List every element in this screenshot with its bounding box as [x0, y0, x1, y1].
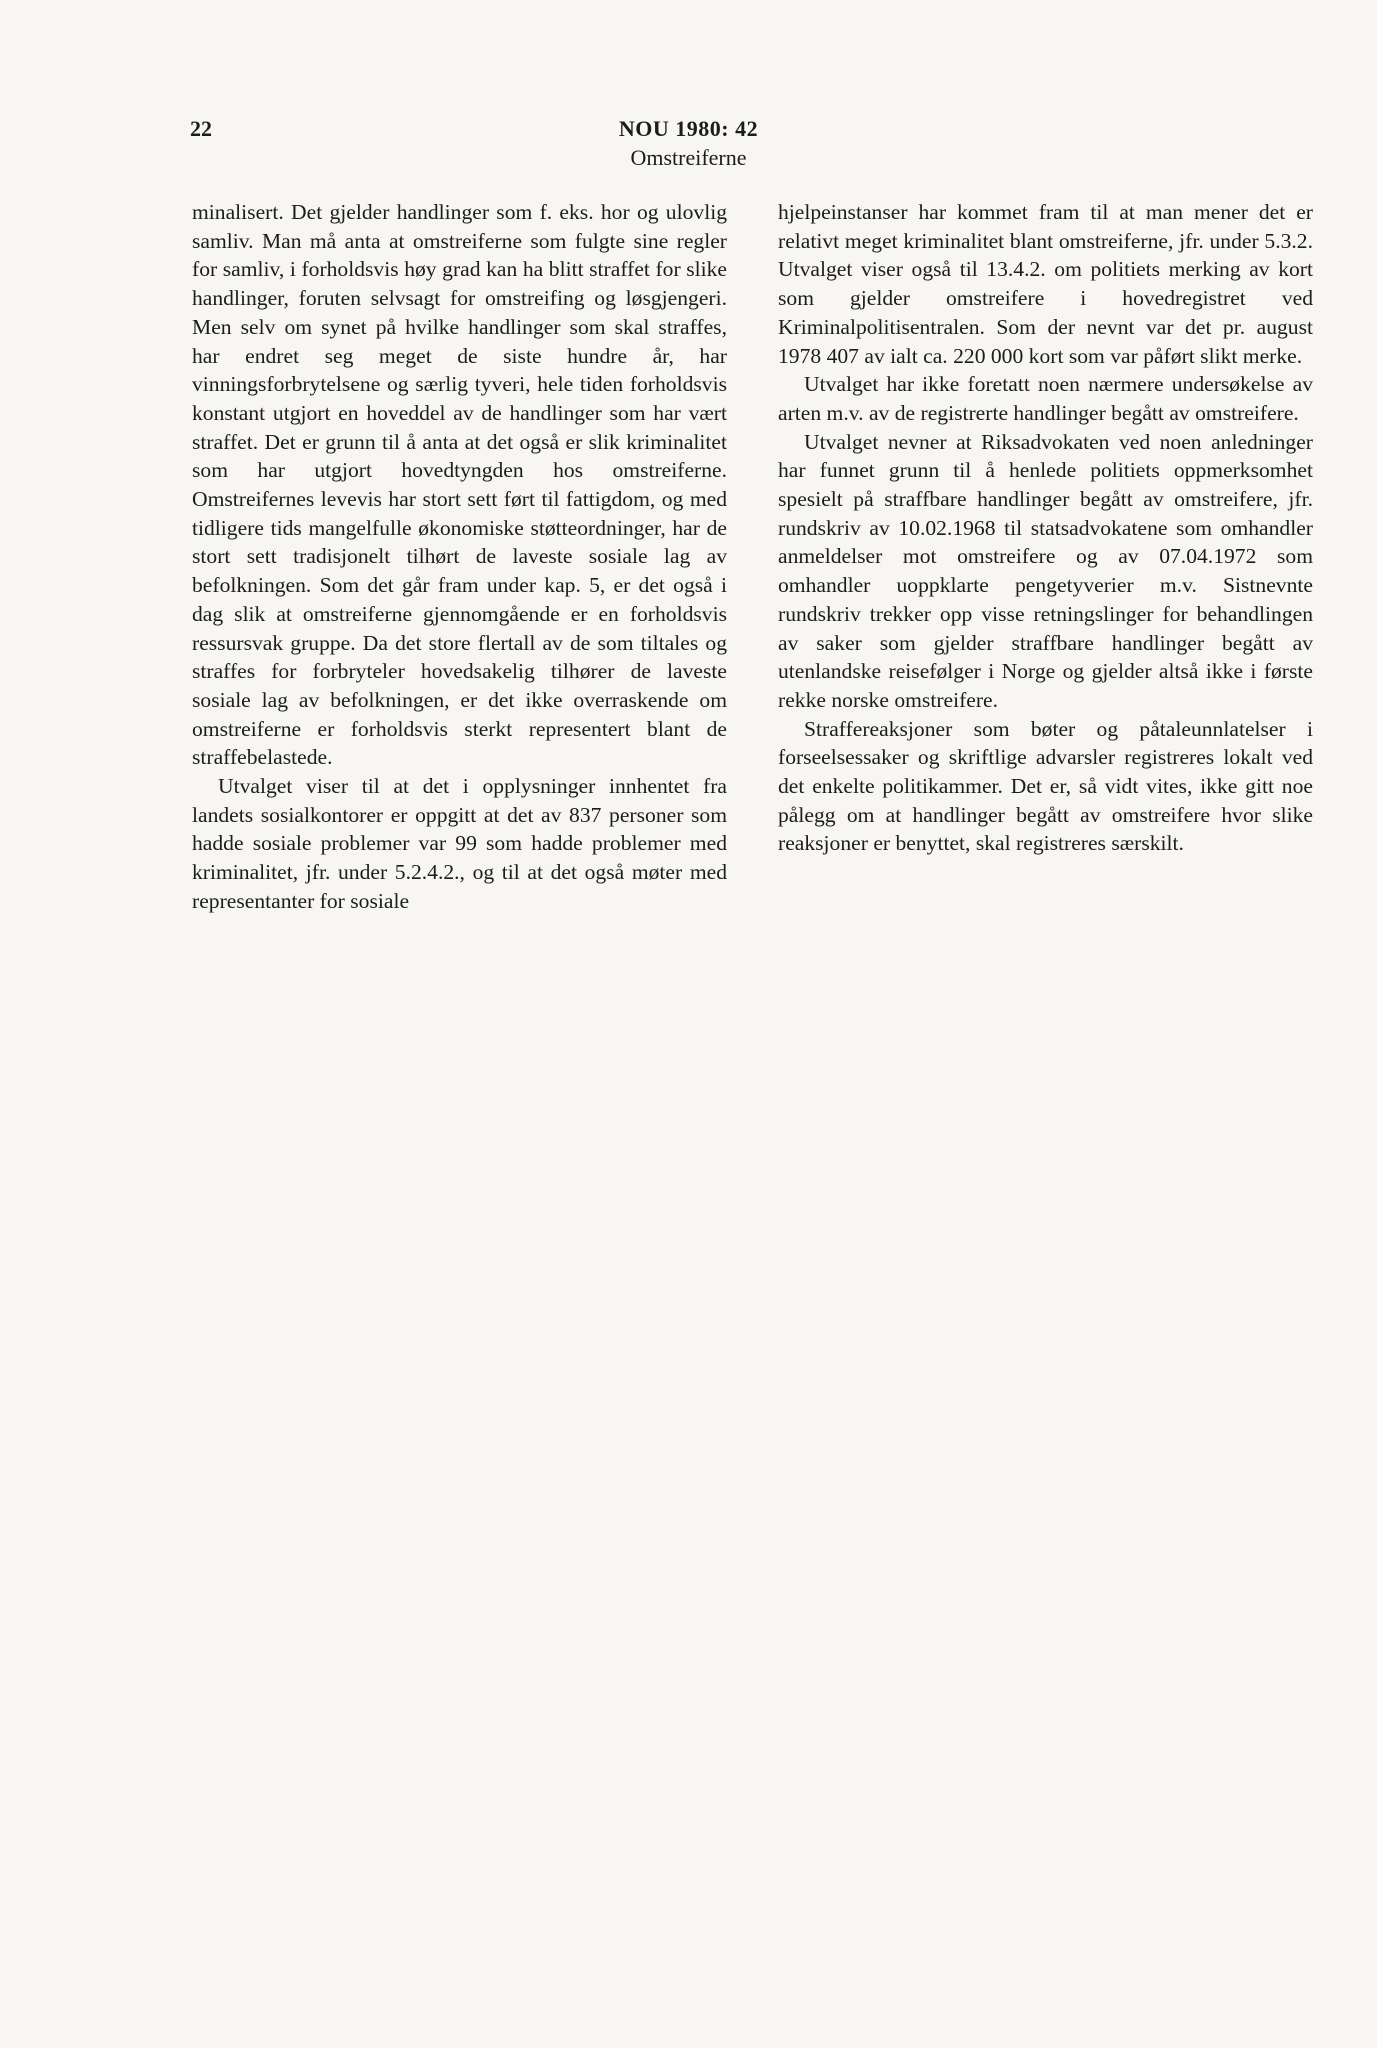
left-column	[192, 198, 727, 916]
right-column	[778, 198, 1313, 858]
paragraph: hjelpeinstanser har kommet fram til at man mener det er relativt meget kriminalitet blant omstreiferne, jfr. under 5.3.2. Utvalget viser også til 13.4.2. om politiets merking av kort som gjelder omstreifere i hovedregistret ved Kriminalpolitisentralen. Som der nevnt var det pr. august 1978 407 av ialt ca. 220 000 kort som var påført slikt merke.	[778, 200, 1313, 368]
running-header	[0, 116, 1377, 171]
paragraph: minalisert. Det gjelder handlinger som f. eks. hor og ulovlig samliv. Man må anta at omstreiferne som fulgte sine regler for samliv, i forholdsvis høy grad kan ha blitt straffet for slike handlinger, foruten selvsagt for omstreifing og løsgjengeri. Men selv om synet på hvilke handlinger som skal straffes, har endret seg meget de siste hundre år, har vinningsforbrytelsene og særlig tyveri, hele tiden forholdsvis konstant utgjort en hoveddel av de handlinger som har vært straffet. Det er grunn til å anta at det også er slik kriminalitet som har utgjort hovedtyngden hos omstreiferne. Omstreifernes levevis har stort sett ført til fattigdom, og med tidligere tids mangelfulle økonomiske støtteordninger, har de stort sett tradisjonelt tilhørt de laveste sosiale lag av befolkningen. Som det går fram under kap. 5, er det også i dag slik at omstreiferne gjennomgående er en forholdsvis ressursvak gruppe. Da det store flertall av de som tiltales og straffes for forbryteler hovedsakelig tilhører de laveste sosiale lag av befolkningen, er det ikke overraskende om omstreiferne er forholdsvis sterkt representert blant de straffebelastede.	[192, 200, 727, 770]
paragraph: Straffereaksjoner som bøter og påtaleunnlatelser i forseelsessaker og skriftlige advarsler registreres lokalt ved det enkelte politikammer. Det er, så vidt vites, ikke gitt noe pålegg om at handlinger begått av omstreifere hvor slike reaksjoner er benyttet, skal registreres særskilt.	[778, 716, 1313, 856]
paragraph: Utvalget viser til at det i opplysninger innhentet fra landets sosialkontorer er oppgitt at det av 837 personer som hadde sosiale problemer var 99 som hadde problemer med kriminalitet, jfr. under 5.2.4.2., og til at det også møter med representanter for sosiale	[192, 774, 727, 913]
report-subtitle: Omstreiferne	[630, 145, 747, 170]
paragraph: Utvalget nevner at Riksadvokaten ved noen anledninger har funnet grunn til å henlede politiets oppmerksomhet spesielt på straffbare handlinger begått av omstreifere, jfr. rundskriv av 10.02.1968 til statsadvokatene som omhandler anmeldelser mot omstreifere og av 07.04.1972 som omhandler uoppklarte pengetyverier m.v. Sistnevnte rundskriv trekker opp visse retningslinger for behandlingen av saker som gjelder straffbare handlinger begått av utenlandske reisefølger i Norge og gjelder altså ikke i første rekke norske omstreifere.	[778, 429, 1313, 712]
page-number: 22	[190, 116, 212, 141]
report-series: NOU 1980: 42	[618, 116, 759, 141]
paragraph: Utvalget har ikke foretatt noen nærmere undersøkelse av arten m.v. av de registrerte handlinger begått av omstreifere.	[778, 372, 1313, 425]
